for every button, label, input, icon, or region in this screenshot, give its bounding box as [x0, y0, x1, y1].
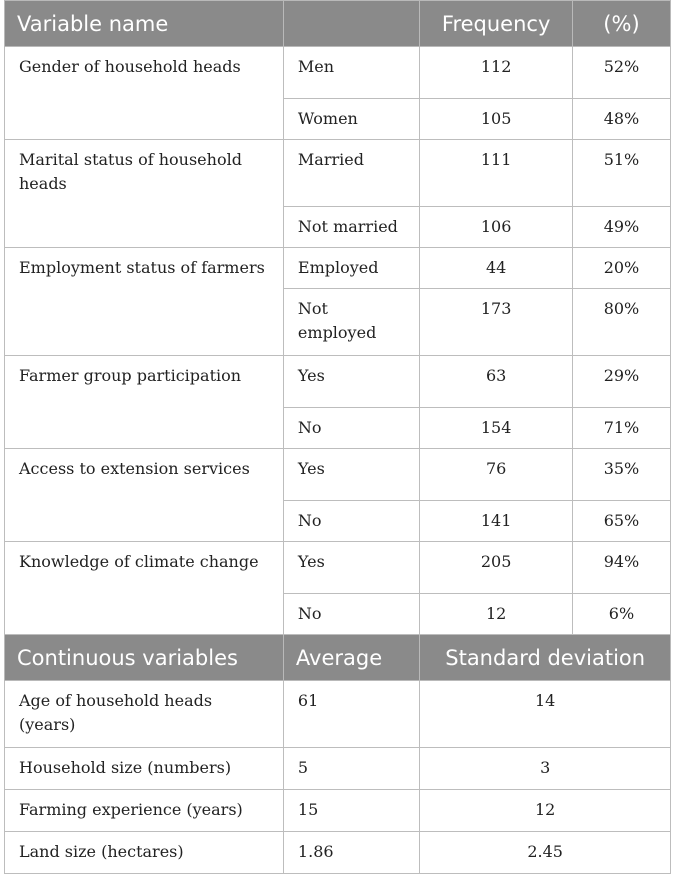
- header-standard-deviation: Standard deviation: [420, 635, 671, 681]
- table-row: [5, 47, 671, 99]
- table-row: [5, 449, 671, 501]
- sd-cell: 12: [420, 790, 671, 832]
- header-row-continuous: [5, 635, 671, 681]
- sd-cell: 2.45: [420, 832, 671, 874]
- header-average: Average: [283, 635, 419, 681]
- frequency-cell: 76: [420, 449, 573, 501]
- table-row: [5, 542, 671, 594]
- variable-cell: Gender of household heads: [5, 47, 284, 140]
- frequency-cell: 141: [420, 501, 573, 542]
- average-cell: 1.86: [283, 832, 419, 874]
- header-blank: [283, 1, 419, 47]
- percent-cell: 71%: [572, 408, 670, 449]
- variable-cell: Employment status of farmers: [5, 248, 284, 356]
- header-percent: (%): [572, 1, 670, 47]
- header-variable-name: Variable name: [5, 1, 284, 47]
- level-cell: No: [283, 501, 419, 542]
- continuous-variable-cell: Household size (numbers): [5, 748, 284, 790]
- level-cell: Yes: [283, 356, 419, 408]
- level-cell: Not employed: [283, 289, 419, 356]
- level-cell: Not married: [283, 207, 419, 248]
- average-cell: 15: [283, 790, 419, 832]
- level-cell: Men: [283, 47, 419, 99]
- variable-cell: Marital status of household heads: [5, 140, 284, 248]
- level-cell: Yes: [283, 542, 419, 594]
- frequency-cell: 106: [420, 207, 573, 248]
- percent-cell: 80%: [572, 289, 670, 356]
- table-row: [5, 248, 671, 289]
- frequency-cell: 154: [420, 408, 573, 449]
- average-cell: 5: [283, 748, 419, 790]
- level-cell: Married: [283, 140, 419, 207]
- table-row: [5, 356, 671, 408]
- percent-cell: 51%: [572, 140, 670, 207]
- header-continuous-variables: Continuous variables: [5, 635, 284, 681]
- header-row-categorical: [5, 1, 671, 47]
- percent-cell: 52%: [572, 47, 670, 99]
- frequency-cell: 111: [420, 140, 573, 207]
- table-row: [5, 140, 671, 207]
- frequency-cell: 12: [420, 594, 573, 635]
- sd-cell: 3: [420, 748, 671, 790]
- continuous-variable-cell: Age of household heads (years): [5, 681, 284, 748]
- percent-cell: 20%: [572, 248, 670, 289]
- level-cell: Women: [283, 99, 419, 140]
- level-cell: No: [283, 594, 419, 635]
- variable-cell: Farmer group participation: [5, 356, 284, 449]
- table-row: [5, 790, 671, 832]
- frequency-cell: 173: [420, 289, 573, 356]
- frequency-cell: 44: [420, 248, 573, 289]
- percent-cell: 65%: [572, 501, 670, 542]
- variable-cell: Access to extension services: [5, 449, 284, 542]
- frequency-cell: 105: [420, 99, 573, 140]
- percent-cell: 94%: [572, 542, 670, 594]
- percent-cell: 35%: [572, 449, 670, 501]
- level-cell: Employed: [283, 248, 419, 289]
- frequency-cell: 112: [420, 47, 573, 99]
- continuous-variable-cell: Farming experience (years): [5, 790, 284, 832]
- table-row: [5, 748, 671, 790]
- continuous-variable-cell: Land size (hectares): [5, 832, 284, 874]
- average-cell: 61: [283, 681, 419, 748]
- descriptive-statistics-table: [4, 0, 671, 874]
- variable-cell: Knowledge of climate change: [5, 542, 284, 635]
- table-row: [5, 681, 671, 748]
- percent-cell: 6%: [572, 594, 670, 635]
- level-cell: Yes: [283, 449, 419, 501]
- header-frequency: Frequency: [420, 1, 573, 47]
- percent-cell: 29%: [572, 356, 670, 408]
- sd-cell: 14: [420, 681, 671, 748]
- level-cell: No: [283, 408, 419, 449]
- percent-cell: 49%: [572, 207, 670, 248]
- frequency-cell: 63: [420, 356, 573, 408]
- percent-cell: 48%: [572, 99, 670, 140]
- frequency-cell: 205: [420, 542, 573, 594]
